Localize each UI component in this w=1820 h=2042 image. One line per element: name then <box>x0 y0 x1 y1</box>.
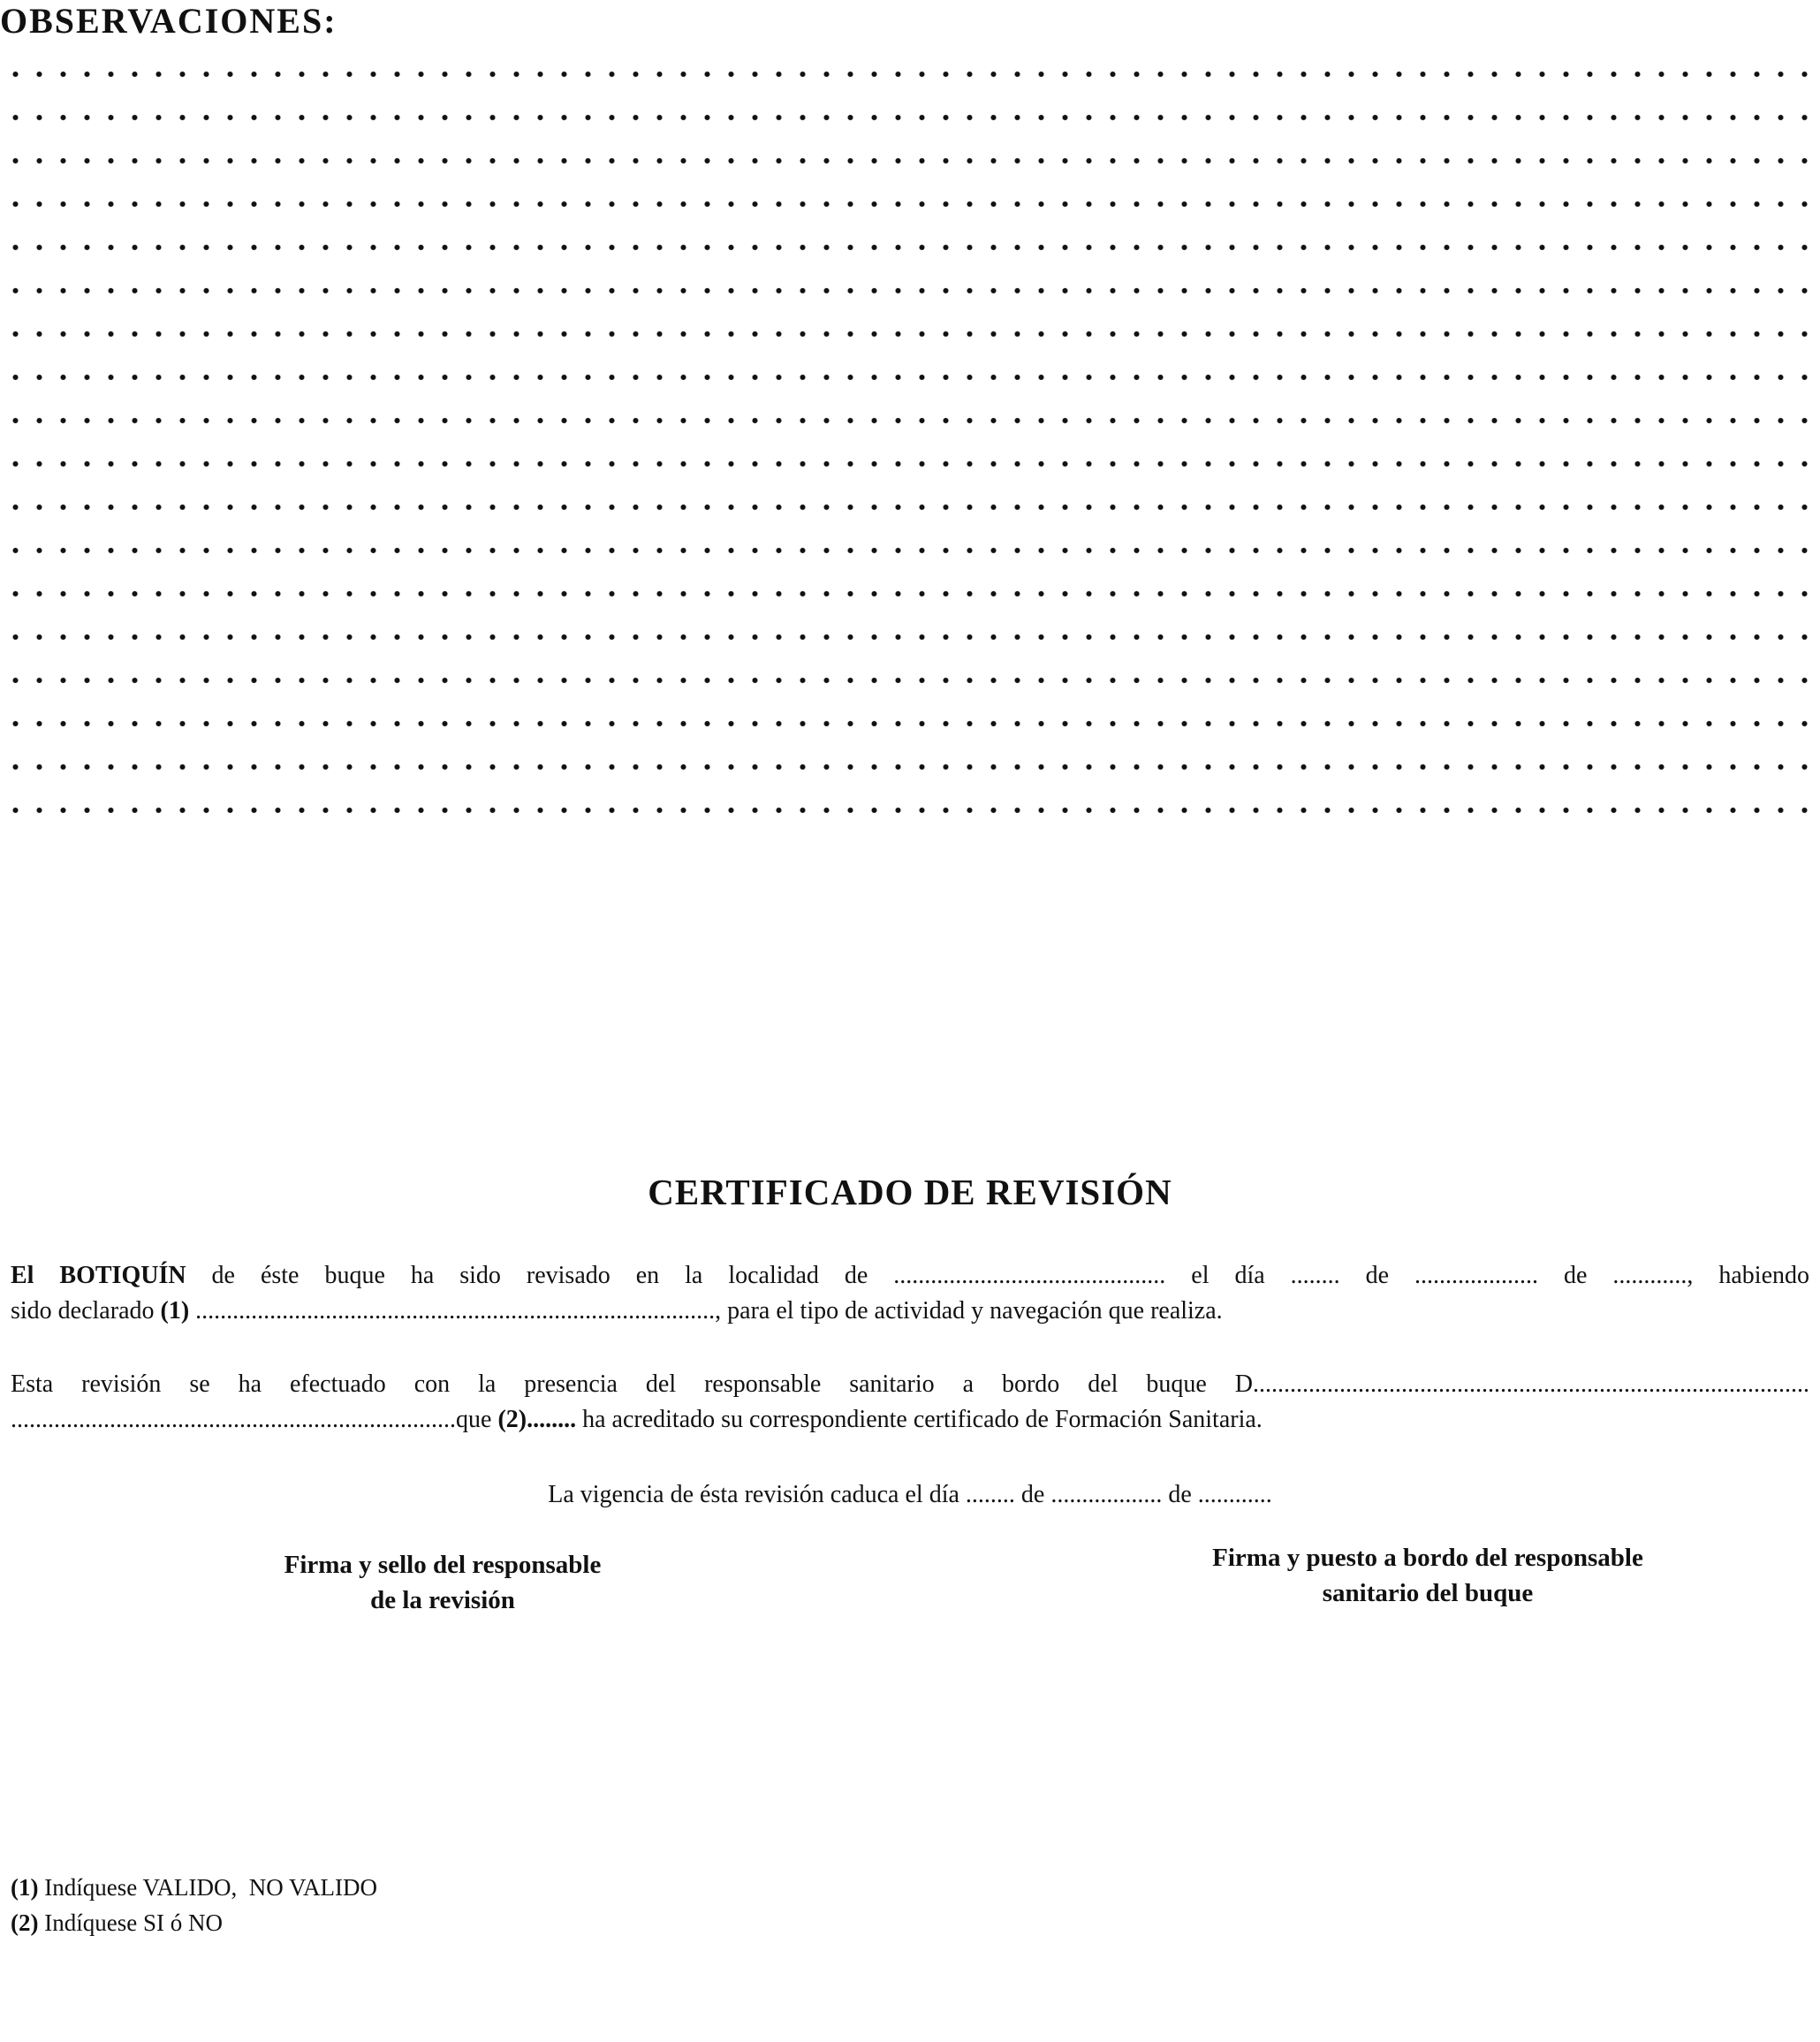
note-ref-1: (1) <box>160 1297 190 1325</box>
dotted-line <box>4 114 1816 121</box>
botiquin-paragraph <box>11 1258 1809 1329</box>
paragraph-line <box>11 1402 1809 1438</box>
paragraph-text: ha acreditado su correspondiente certificado de Formación Sanitaria. <box>576 1406 1263 1433</box>
paragraph-text: ...................................................................................., para el tipo de actividad y navegación que realiza. <box>189 1297 1223 1325</box>
paragraph-text: sido declarado <box>11 1297 161 1325</box>
revision-paragraph <box>11 1367 1809 1438</box>
footnote <box>11 1870 377 1905</box>
paragraph-text: Esta revisión se ha efectuado con la presencia del responsable sanitario a bordo del buque D.......................................................................................... <box>11 1370 1809 1398</box>
signature-label: sanitario del buque <box>1322 1579 1534 1607</box>
paragraph-line <box>11 1258 1809 1294</box>
dotted-line <box>4 807 1816 814</box>
dotted-line <box>4 71 1816 78</box>
footnote <box>11 1905 377 1940</box>
paragraph-line <box>11 1294 1809 1329</box>
dotted-line <box>4 374 1816 381</box>
observaciones-title: OBSERVACIONES: <box>0 1 337 41</box>
observaciones-dotted-lines <box>4 71 1816 850</box>
dotted-line <box>4 157 1816 164</box>
dotted-line <box>4 244 1816 251</box>
footnote-text: Indíquese SI ó NO <box>38 1909 223 1936</box>
dotted-line <box>4 460 1816 467</box>
footnote-text: Indíquese VALIDO, NO VALIDO <box>38 1874 377 1901</box>
footnote-number: (1) <box>11 1874 39 1901</box>
dotted-line <box>4 547 1816 554</box>
dotted-line <box>4 634 1816 641</box>
dotted-line <box>4 590 1816 597</box>
dotted-line <box>4 720 1816 727</box>
dotted-line <box>4 504 1816 511</box>
dotted-line <box>4 287 1816 294</box>
paragraph-line <box>11 1367 1809 1402</box>
signature-label: de la revisión <box>370 1586 515 1614</box>
dotted-line <box>4 417 1816 424</box>
dotted-line <box>4 330 1816 338</box>
vigencia-line: La vigencia de ésta revisión caduca el día ........ de .................. de ............ <box>548 1481 1272 1508</box>
note-ref-2: (2)........ <box>497 1406 577 1433</box>
paragraph-text: ........................................................................que <box>11 1406 498 1433</box>
dotted-line <box>4 763 1816 770</box>
dotted-line <box>4 677 1816 684</box>
signature-block-left <box>182 1547 703 1618</box>
paragraph-text: de éste buque ha sido revisado en la localidad de ............................................ el día ........ de .................... de ............, habiendo <box>186 1262 1809 1289</box>
dotted-line <box>4 201 1816 208</box>
signature-label: Firma y sello del responsable <box>284 1551 602 1579</box>
signature-label: Firma y puesto a bordo del responsable <box>1212 1544 1643 1572</box>
signature-block-right <box>1119 1540 1737 1611</box>
botiquin-lead: El BOTIQUÍN <box>11 1262 186 1289</box>
certificado-title: CERTIFICADO DE REVISIÓN <box>648 1172 1172 1212</box>
footnote-number: (2) <box>11 1909 39 1936</box>
footnotes <box>11 1870 377 1940</box>
